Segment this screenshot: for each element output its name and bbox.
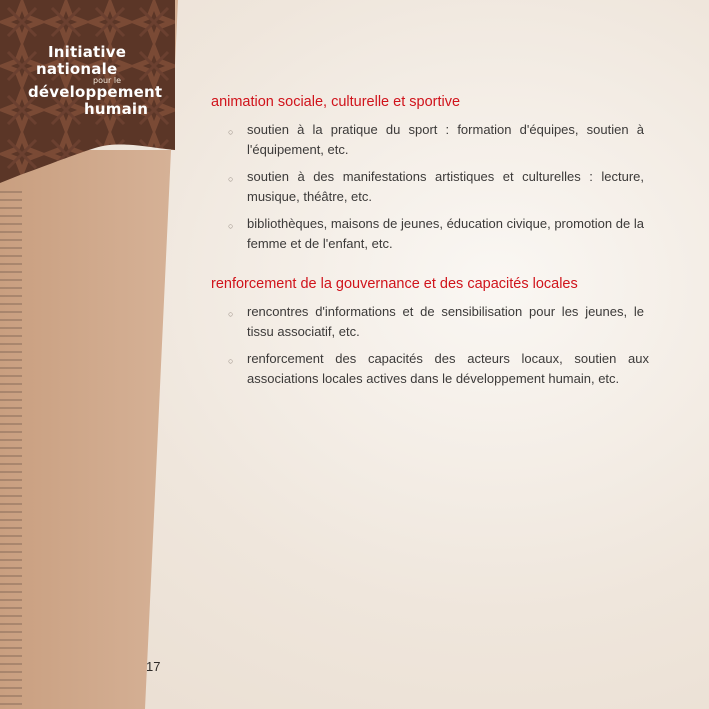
logo-line-3: pour le: [93, 76, 122, 85]
bullet-icon: ○: [228, 174, 234, 184]
page-number: 17: [146, 659, 161, 674]
bullet-icon: ○: [228, 221, 234, 231]
bullet-icon: ○: [228, 356, 234, 366]
list-item: rencontres d'informations et de sensibilisation pour les jeunes, le tissu associatif, etc.: [247, 304, 644, 339]
list-item: soutien à la pratique du sport : formation d'équipes, soutien à l'équipement, etc.: [247, 122, 644, 157]
logo-line-5: humain: [84, 100, 149, 118]
logo-line-4: développement: [28, 83, 163, 101]
bullet-icon: ○: [228, 309, 234, 319]
logo-line-2: nationale: [36, 60, 118, 78]
section-heading: renforcement de la gouvernance et des capacités locales: [211, 276, 578, 292]
bullet-icon: ○: [228, 127, 234, 137]
list-item: soutien à des manifestations artistiques et culturelles : lecture, musique, théâtre, etc.: [247, 169, 644, 204]
section-heading: animation sociale, culturelle et sportive: [211, 94, 461, 110]
list-item: bibliothèques, maisons de jeunes, éducation civique, promotion de la femme et de l'enfant, etc.: [247, 216, 644, 251]
logo-text: [0, 0, 175, 183]
logo: [0, 0, 175, 183]
list-item: renforcement des capacités des acteurs locaux, soutien aux associations locales actives dans le développement humain, etc.: [247, 351, 649, 386]
logo-line-1: Initiative: [48, 43, 127, 61]
